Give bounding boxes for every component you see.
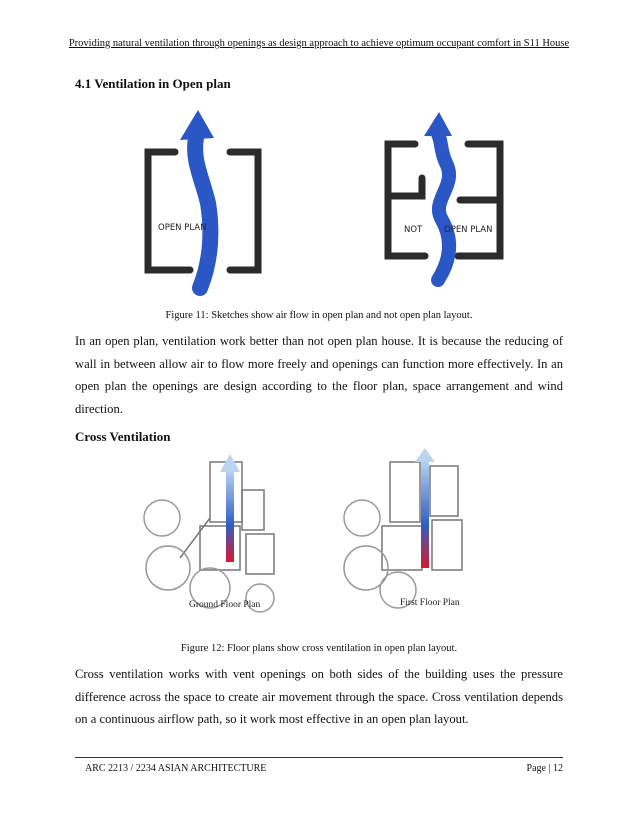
- footer-course: ARC 2213 / 2234 ASIAN ARCHITECTURE: [85, 763, 267, 774]
- not-open-plan-label: OPEN PLAN: [444, 225, 493, 235]
- ventilation-arrowhead-ground: [220, 454, 240, 472]
- section-heading-cross-ventilation: Cross Ventilation: [75, 429, 171, 444]
- open-plan-label: OPEN PLAN: [158, 223, 207, 233]
- figure-12-caption: Figure 12: Floor plans show cross ventilation in open plan layout.: [180, 643, 458, 654]
- first-floor-plan: [344, 462, 462, 608]
- ventilation-gradient-first: [421, 460, 429, 568]
- ventilation-gradient-ground: [226, 470, 234, 562]
- figure-11-caption: Figure 11: Sketches show air flow in open plan and not open plan layout.: [165, 310, 473, 321]
- airflow-arrow-open-plan: [180, 110, 214, 288]
- ventilation-arrowhead-first: [415, 448, 435, 462]
- footer-page-number: Page | 12: [526, 763, 563, 774]
- figure-11-sketches: [130, 108, 510, 298]
- ground-floor-plan-label: Ground Floor Plan: [189, 600, 261, 610]
- figure-12-floor-plans: [140, 448, 500, 618]
- first-floor-plan-label: First Floor Plan: [400, 598, 460, 608]
- open-plan-paragraph: In an open plan, ventilation work better than not open plan house. It is because the reducing of wall in between allow air to flow more freely and openings can function more effectively. In an open plan the openings are design according to the floor plan, space arrangement and wind direction.: [75, 334, 563, 416]
- running-header: Providing natural ventilation through openings as design approach to achieve optimum occupant comfort in S11 House: [68, 38, 570, 49]
- footer-divider: [75, 757, 563, 758]
- ground-floor-plan: [144, 462, 274, 612]
- section-heading-open-plan: 4.1 Ventilation in Open plan: [75, 76, 231, 91]
- not-label: NOT: [404, 225, 423, 235]
- cross-ventilation-paragraph: Cross ventilation works with vent openings on both sides of the building uses the pressure difference across the space to create air movement through the space. Cross ventilation depends on a continuous airflow path, so it work most effective in an open plan layout.: [75, 667, 563, 726]
